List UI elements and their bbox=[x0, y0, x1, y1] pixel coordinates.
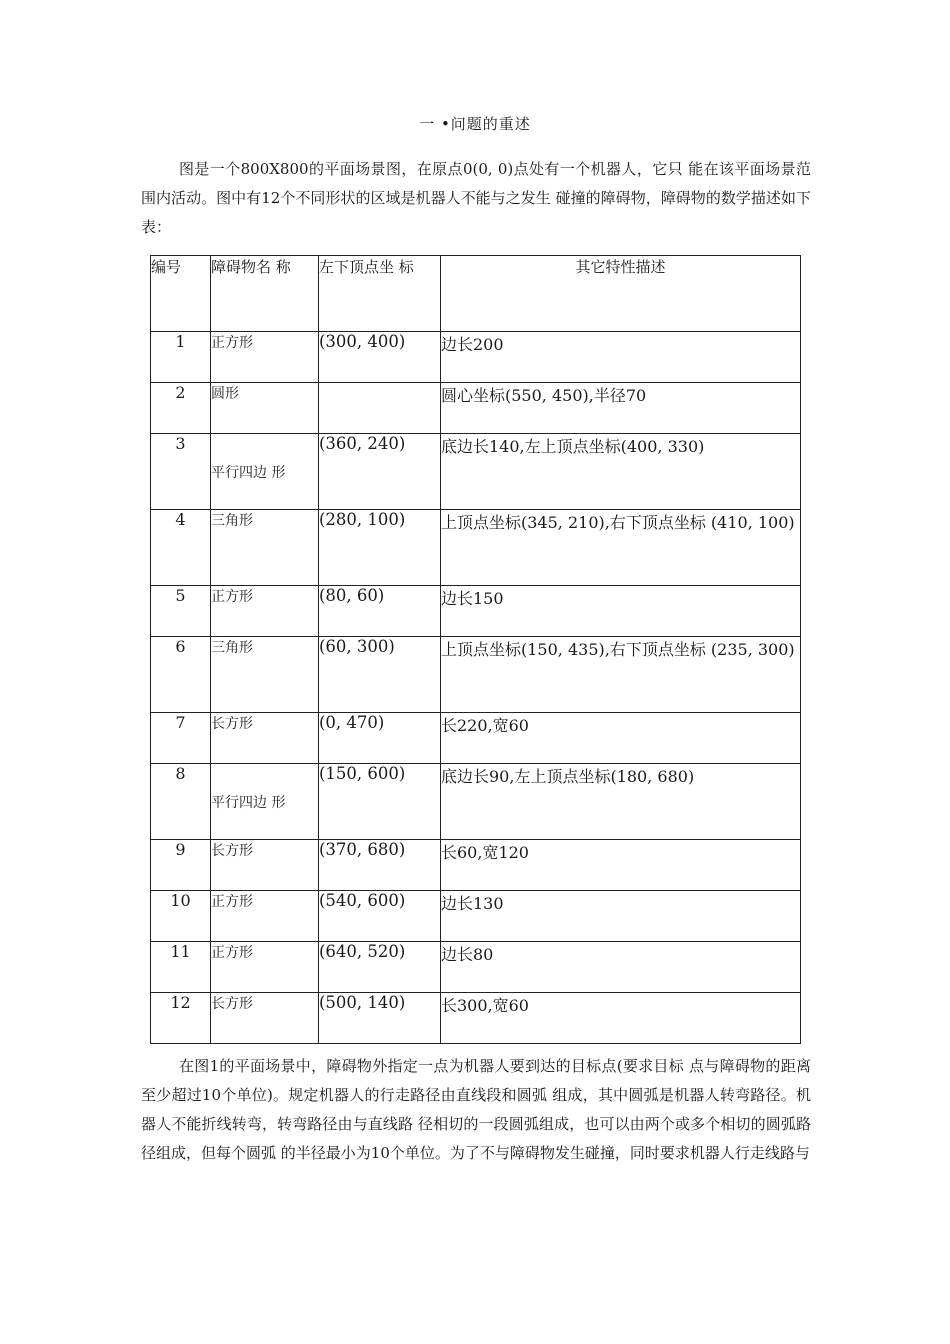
cell-name: 三角形 bbox=[211, 510, 319, 586]
body-paragraph: 在图1的平面场景中，障碍物外指定一点为机器人要到达的目标点(要求目标 点与障碍物的距离至少超过10个单位)。规定机器人的行走路径由直线段和圆弧 组成，其中圆弧是机器人转弯路径。机器人不能折线转弯，转弯路径由与直线路 径相切的一段圆弧组成，也可以由两个或多个相切的圆弧路径组成，但每个圆弧 的半径最小为10个单位。为了不与障碍物发生碰撞，同时要求机器人行走线路与 bbox=[141, 1057, 811, 1162]
cell-id: 4 bbox=[151, 510, 211, 586]
cell-name: 正方形 bbox=[211, 891, 319, 942]
table-row bbox=[151, 840, 801, 891]
obstacle-table bbox=[150, 255, 801, 1044]
table-row bbox=[151, 713, 801, 764]
cell-desc: 底边长140,左上顶点坐标(400, 330) bbox=[441, 434, 801, 510]
cell-desc: 边长130 bbox=[441, 891, 801, 942]
cell-name: 平行四边 形 bbox=[211, 764, 319, 840]
cell-coord: (500, 140) bbox=[319, 993, 441, 1044]
table-row bbox=[151, 332, 801, 383]
cell-coord: (60, 300) bbox=[319, 637, 441, 713]
table-row bbox=[151, 383, 801, 434]
cell-id: 5 bbox=[151, 586, 211, 637]
cell-id: 12 bbox=[151, 993, 211, 1044]
cell-name: 正方形 bbox=[211, 942, 319, 993]
header-desc: 其它特性描述 bbox=[441, 256, 801, 332]
cell-coord: (0, 470) bbox=[319, 713, 441, 764]
cell-name: 长方形 bbox=[211, 993, 319, 1044]
header-name: 障碍物名 称 bbox=[211, 256, 319, 332]
cell-coord: (280, 100) bbox=[319, 510, 441, 586]
cell-id: 2 bbox=[151, 383, 211, 434]
table-row bbox=[151, 510, 801, 586]
cell-coord: (150, 600) bbox=[319, 764, 441, 840]
cell-desc: 长60,宽120 bbox=[441, 840, 801, 891]
cell-name: 正方形 bbox=[211, 332, 319, 383]
cell-name: 圆形 bbox=[211, 383, 319, 434]
cell-desc: 边长80 bbox=[441, 942, 801, 993]
table-row bbox=[151, 942, 801, 993]
table-header-row bbox=[151, 256, 801, 332]
cell-coord: (640, 520) bbox=[319, 942, 441, 993]
cell-name: 长方形 bbox=[211, 713, 319, 764]
header-id: 编号 bbox=[151, 256, 211, 332]
intro-paragraph: 图是一个800X800的平面场景图，在原点0(0, 0)点处有一个机器人，它只 能在该平面场景范围内活动。图中有12个不同形状的区域是机器人不能与之发生 碰撞的障碍物，障碍物的数学描述如下表： bbox=[141, 160, 811, 236]
table-row bbox=[151, 891, 801, 942]
cell-id: 6 bbox=[151, 637, 211, 713]
cell-coord: (300, 400) bbox=[319, 332, 441, 383]
cell-desc: 长220,宽60 bbox=[441, 713, 801, 764]
cell-id: 1 bbox=[151, 332, 211, 383]
cell-desc: 边长200 bbox=[441, 332, 801, 383]
cell-id: 10 bbox=[151, 891, 211, 942]
cell-desc: 长300,宽60 bbox=[441, 993, 801, 1044]
cell-desc: 边长150 bbox=[441, 586, 801, 637]
cell-desc: 上顶点坐标(150, 435),右下顶点坐标 (235, 300) bbox=[441, 637, 801, 713]
cell-coord: (80, 60) bbox=[319, 586, 441, 637]
cell-name: 平行四边 形 bbox=[211, 434, 319, 510]
cell-coord: (360, 240) bbox=[319, 434, 441, 510]
table-row bbox=[151, 434, 801, 510]
cell-id: 3 bbox=[151, 434, 211, 510]
cell-name: 长方形 bbox=[211, 840, 319, 891]
header-coord: 左下顶点坐 标 bbox=[319, 256, 441, 332]
table-row bbox=[151, 993, 801, 1044]
cell-id: 11 bbox=[151, 942, 211, 993]
cell-coord: (540, 600) bbox=[319, 891, 441, 942]
cell-id: 7 bbox=[151, 713, 211, 764]
cell-desc: 上顶点坐标(345, 210),右下顶点坐标 (410, 100) bbox=[441, 510, 801, 586]
cell-id: 9 bbox=[151, 840, 211, 891]
table-row bbox=[151, 586, 801, 637]
cell-name: 正方形 bbox=[211, 586, 319, 637]
cell-coord bbox=[319, 383, 441, 434]
cell-desc: 圆心坐标(550, 450),半径70 bbox=[441, 383, 801, 434]
cell-desc: 底边长90,左上顶点坐标(180, 680) bbox=[441, 764, 801, 840]
table-row bbox=[151, 637, 801, 713]
cell-coord: (370, 680) bbox=[319, 840, 441, 891]
table-row bbox=[151, 764, 801, 840]
section-title: 一 •问题的重述 bbox=[419, 115, 531, 133]
cell-name: 三角形 bbox=[211, 637, 319, 713]
cell-id: 8 bbox=[151, 764, 211, 840]
